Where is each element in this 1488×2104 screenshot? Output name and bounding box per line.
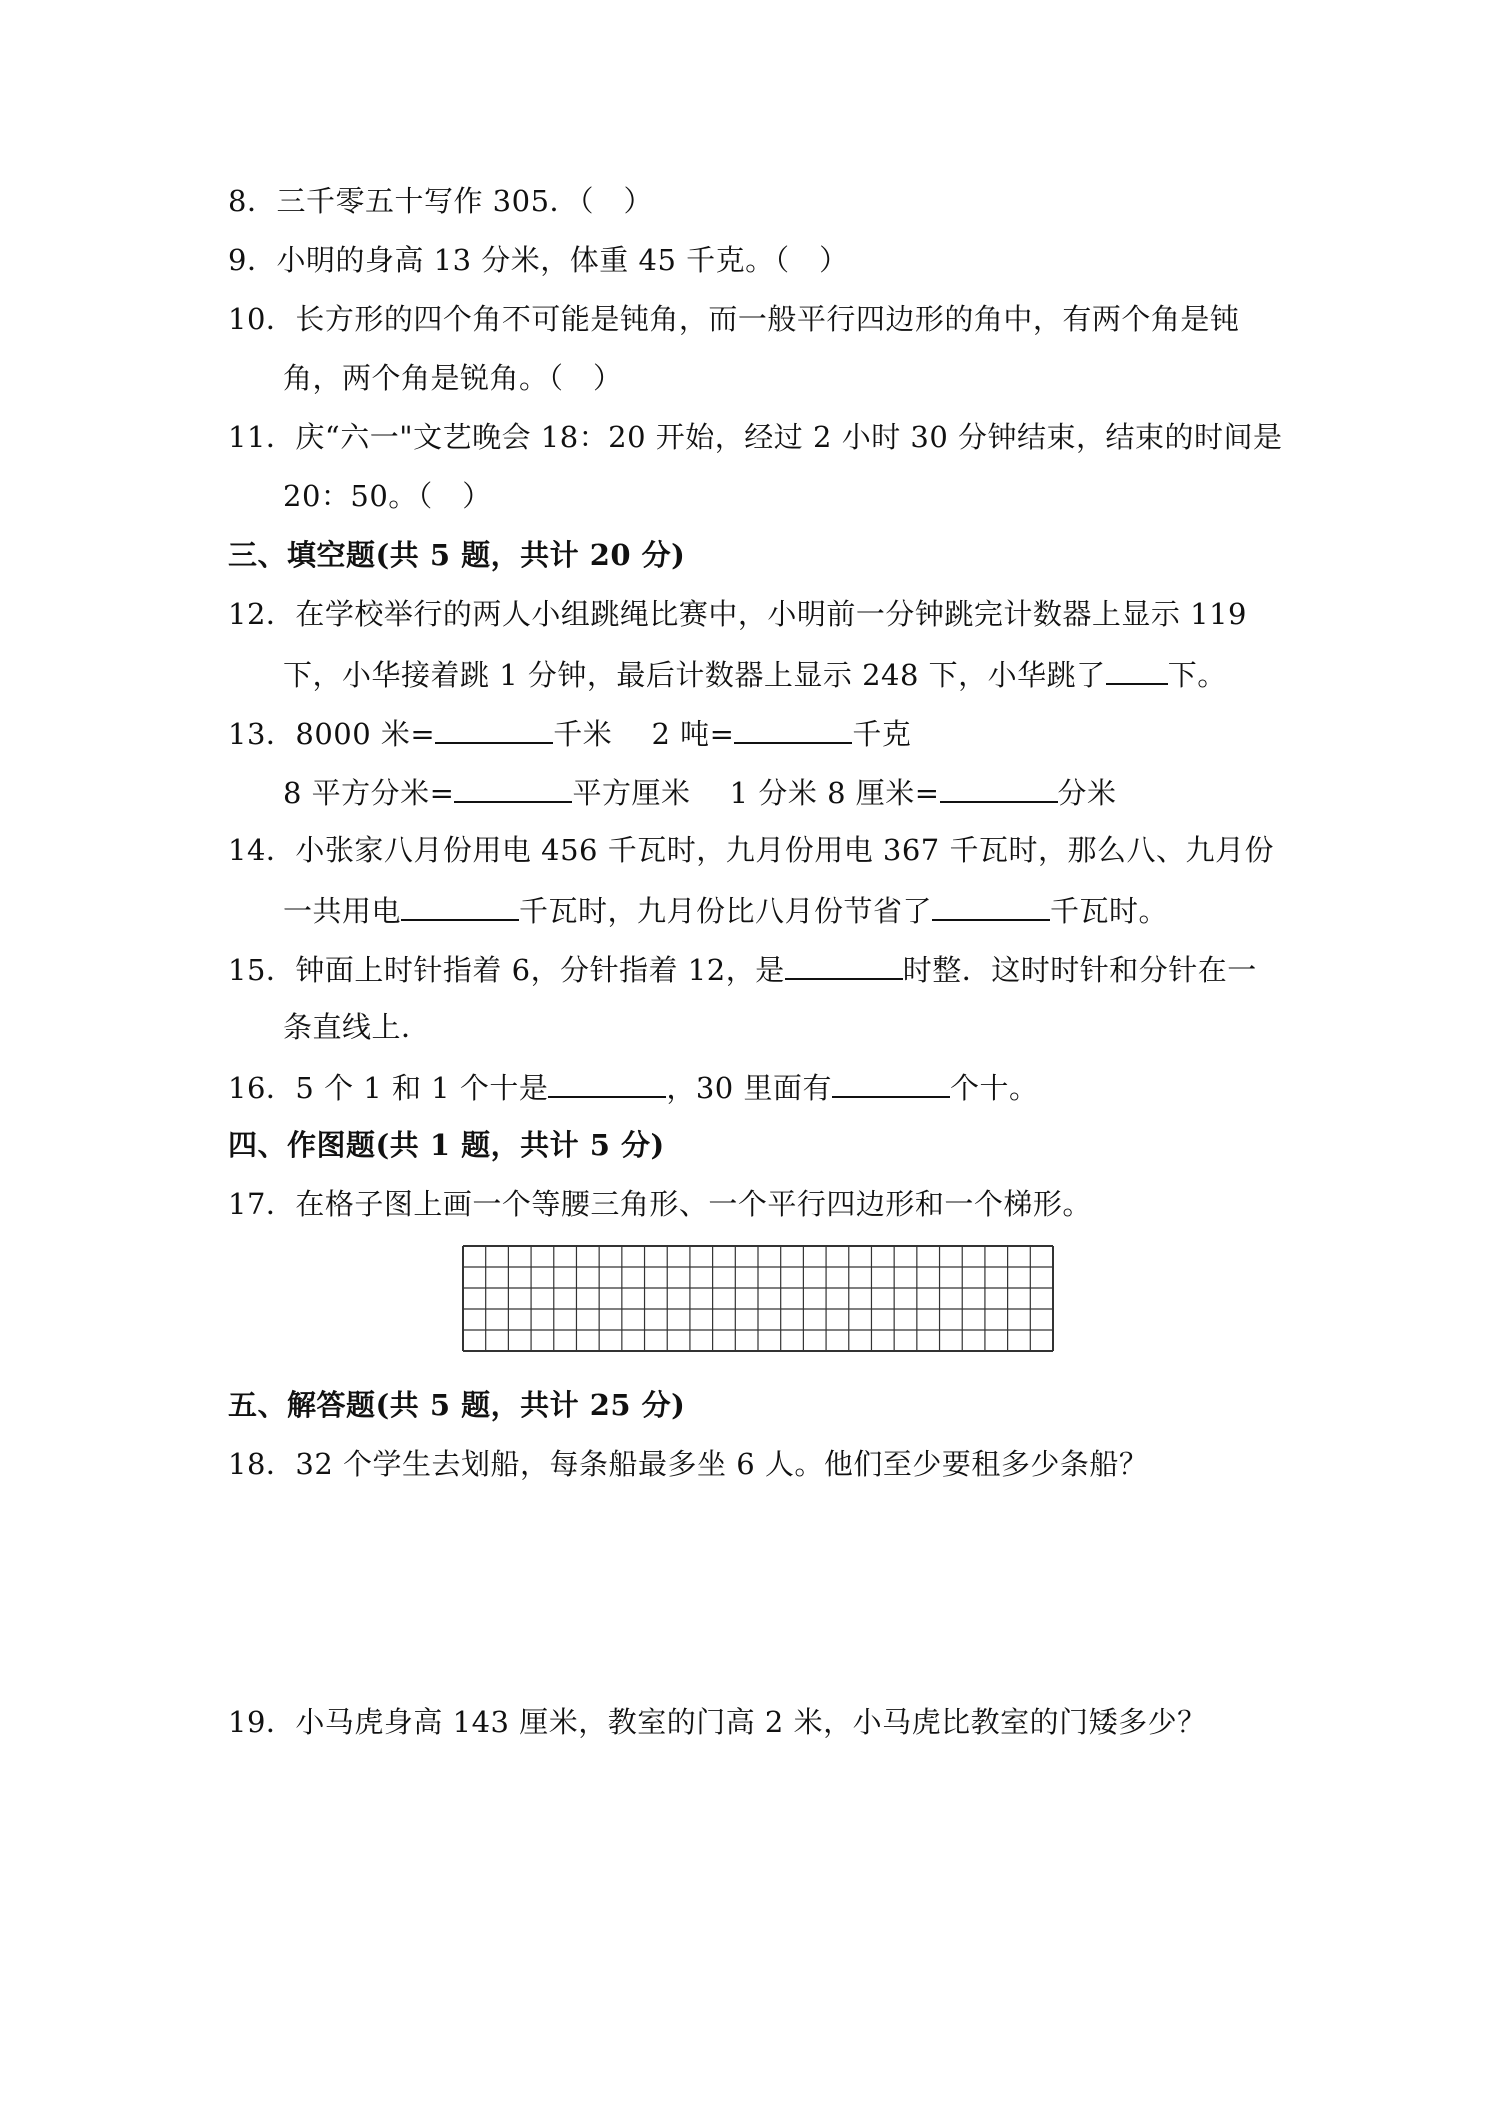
question-19: 19．小马虎身高 143 厘米，教室的门高 2 米，小马虎比教室的门矮多少？ [228,1705,1207,1739]
question-10-line-2: 角，两个角是锐角。（ ） [283,361,623,395]
answer-blank[interactable] [832,1066,950,1098]
question-16-text-b: ，30 里面有 [666,1071,832,1105]
question-14-text-d: 千瓦时。 [1050,894,1169,928]
question-16 [228,1066,1039,1108]
question-12-line-1: 12．在学校举行的两人小组跳绳比赛中，小明前一分钟跳完计数器上显示 119 [228,597,1247,631]
answer-blank[interactable] [401,889,519,921]
question-13-text-d: 8 平方分米= [283,776,455,810]
answer-blank[interactable] [1106,653,1168,685]
question-13-text-f: 分米 [1057,776,1117,810]
section-heading-fill-in: 三、填空题(共 5 题，共计 20 分) [228,538,686,572]
question-12-line-2 [283,653,1227,695]
question-12-text-b: 下。 [1167,658,1227,692]
question-18: 18．32 个学生去划船，每条船最多坐 6 人。他们至少要租多少条船？ [228,1447,1149,1481]
answer-blank[interactable] [940,771,1058,803]
question-13-text-e: 平方厘米 1 分米 8 厘米= [572,776,940,810]
answer-blank[interactable] [454,771,572,803]
section-heading-drawing: 四、作图题(共 1 题，共计 5 分) [228,1128,665,1162]
question-15-text-b: 时整．这时时针和分针在一 [902,953,1257,987]
question-12-text-a: 下，小华接着跳 1 分钟，最后计数器上显示 248 下，小华跳了 [283,658,1106,692]
question-16-text-a: 16．5 个 1 和 1 个十是 [228,1071,549,1105]
section-heading-answers: 五、解答题(共 5 题，共计 25 分) [228,1388,686,1422]
question-14-line-2 [283,889,1168,931]
drawing-grid[interactable] [462,1245,1054,1352]
question-17: 17．在格子图上画一个等腰三角形、一个平行四边形和一个梯形。 [228,1187,1092,1221]
question-10-line-1: 10．长方形的四个角不可能是钝角，而一般平行四边形的角中，有两个角是钝 [228,302,1240,336]
question-15-text-a: 15．钟面上时针指着 6，分针指着 12，是 [228,953,785,987]
question-14-text-c: 千瓦时，九月份比八月份节省了 [519,894,933,928]
question-13-text-b: 千米 2 吨= [553,717,735,751]
question-8: 8．三千零五十写作 305．（ ） [228,184,654,218]
question-13-text-a: 13．8000 米= [228,717,436,751]
question-15-line-2: 条直线上． [283,1010,431,1044]
question-14-text-b: 一共用电 [283,894,402,928]
question-11-line-2: 20：50。（ ） [283,479,492,513]
question-14-line-1: 14．小张家八月份用电 456 千瓦时，九月份用电 367 千瓦时，那么八、九月份 [228,833,1274,867]
question-16-text-c: 个十。 [949,1071,1039,1105]
answer-blank[interactable] [435,712,553,744]
answer-blank[interactable] [785,948,903,980]
question-13-line-2 [283,771,1117,813]
answer-blank[interactable] [932,889,1050,921]
question-11-line-1: 11．庆“六一"文艺晚会 18：20 开始，经过 2 小时 30 分钟结束，结束的时间是 [228,420,1283,454]
question-9: 9．小明的身高 13 分米，体重 45 千克。（ ） [228,243,849,277]
answer-blank[interactable] [734,712,852,744]
question-13-line-1 [228,712,911,754]
answer-blank[interactable] [548,1066,666,1098]
question-15-line-1 [228,948,1257,990]
question-13-text-c: 千克 [852,717,912,751]
